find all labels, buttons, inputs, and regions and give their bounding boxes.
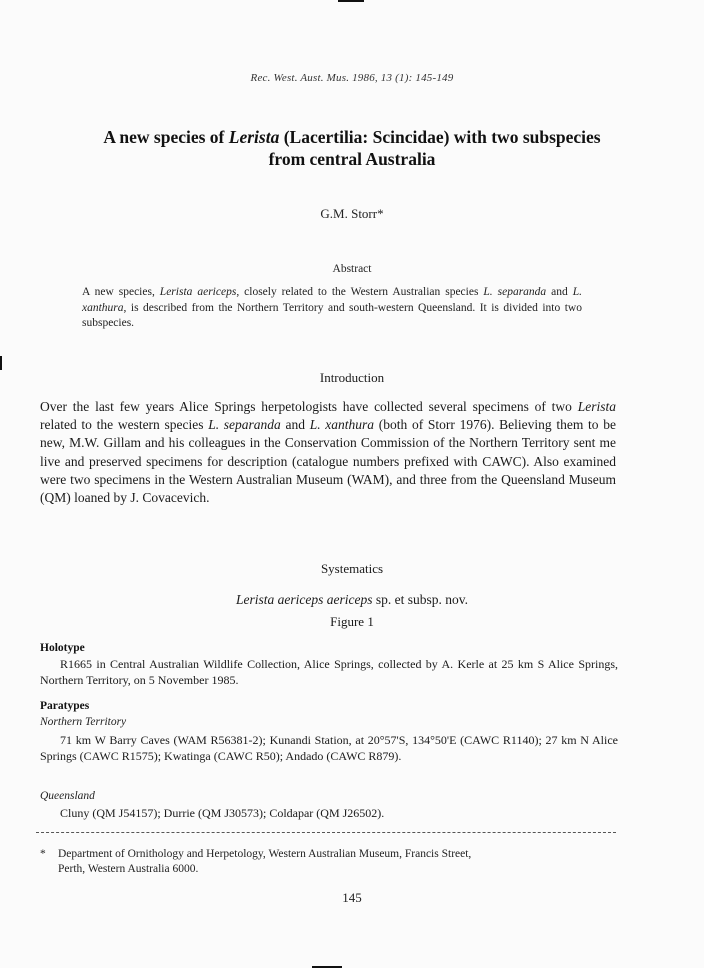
holotype-content: R1665 in Central Australian Wildlife Collection, Alice Springs, collected by A. Kerle at 25 km S Alice Springs, Northern Territory, on 5 November 1985. xyxy=(40,657,618,687)
title-part-2: (Lacertilia: Scincidae) with two subspecies xyxy=(279,127,601,147)
species-suffix: sp. et subsp. nov. xyxy=(372,592,468,607)
intro-genus: Lerista xyxy=(577,399,616,414)
abstract-text-1: A new species, xyxy=(82,286,160,298)
journal-reference: Rec. West. Aust. Mus. 1986, 13 (1): 145-149 xyxy=(250,72,454,84)
nt-content: 71 km W Barry Caves (WAM R56381-2); Kunandi Station, at 20°57'S, 134°50'E (CAWC R1140); 27 km N Alice Springs (CAWC R1575); Kwatinga (CAWC R50); Andado (CAWC R879). xyxy=(40,733,618,763)
systematics-heading: Systematics xyxy=(320,561,384,576)
queensland-text xyxy=(40,806,618,822)
scan-mark-left xyxy=(0,356,2,370)
footnote-line-1: Department of Ornithology and Herpetology, Western Australian Museum, Francis Street, xyxy=(58,848,472,860)
abstract-heading: Abstract xyxy=(332,263,372,275)
introduction-heading: Introduction xyxy=(319,370,385,385)
holotype-text xyxy=(40,657,618,688)
abstract-species-2: L. xanthura xyxy=(82,286,582,314)
holotype-heading: Holotype xyxy=(40,642,85,654)
intro-text-4: (both of Storr 1976). Believing them to be new, M.W. Gillam and his colleagues in the Conservation Commission of the Northern Territory sent me live and preserved specimens for description (catalogue numbers prefixed with CAWC). Also examined were two specimens in the Western Australian Museum (WAM), and three from the Queensland Museum (QM) loaned by J. Covacevich. xyxy=(40,417,617,506)
footnote-divider xyxy=(36,832,616,833)
abstract-species: Lerista aericeps xyxy=(159,286,237,298)
intro-species-2: L. xanthura xyxy=(309,417,375,433)
abstract-body xyxy=(82,285,582,332)
intro-species-1: L. separanda xyxy=(208,417,281,433)
title-genus: Lerista xyxy=(228,127,280,147)
intro-text-2: related to the western species xyxy=(40,417,209,433)
northern-territory-label: Northern Territory xyxy=(40,716,127,728)
abstract-text-4: , is described from the Northern Territory and south-western Queensland. It is divided into two subspecies. xyxy=(82,301,582,329)
abstract-text-2: , closely related to the Western Australian species xyxy=(236,286,484,298)
intro-text-3: and xyxy=(280,417,310,433)
queensland-label: Queensland xyxy=(40,790,95,802)
northern-territory-text xyxy=(40,733,618,764)
species-name: Lerista aericeps aericeps xyxy=(236,592,373,607)
abstract-text-3: and xyxy=(546,286,573,298)
page-number: 145 xyxy=(342,890,362,905)
qld-content: Cluny (QM J54157); Durrie (QM J30573); Coldapar (QM J26502). xyxy=(60,806,385,820)
figure-reference: Figure 1 xyxy=(330,614,374,629)
abstract-species-1: L. separanda xyxy=(483,286,547,298)
footnote xyxy=(40,847,616,877)
intro-text-1: Over the last few years Alice Springs herpetologists have collected several specimens of two xyxy=(40,399,578,414)
title-line-2: from central Australia xyxy=(268,149,436,169)
paratypes-heading: Paratypes xyxy=(40,700,90,712)
footnote-mark: * xyxy=(40,848,46,860)
title-part-1: A new species of xyxy=(103,127,229,147)
introduction-body xyxy=(40,398,616,507)
paper-title xyxy=(40,126,664,170)
author: G.M. Storr* xyxy=(320,206,384,221)
footnote-line-2: Perth, Western Australia 6000. xyxy=(58,863,199,875)
scan-mark-top xyxy=(338,0,364,2)
species-heading xyxy=(0,592,704,608)
